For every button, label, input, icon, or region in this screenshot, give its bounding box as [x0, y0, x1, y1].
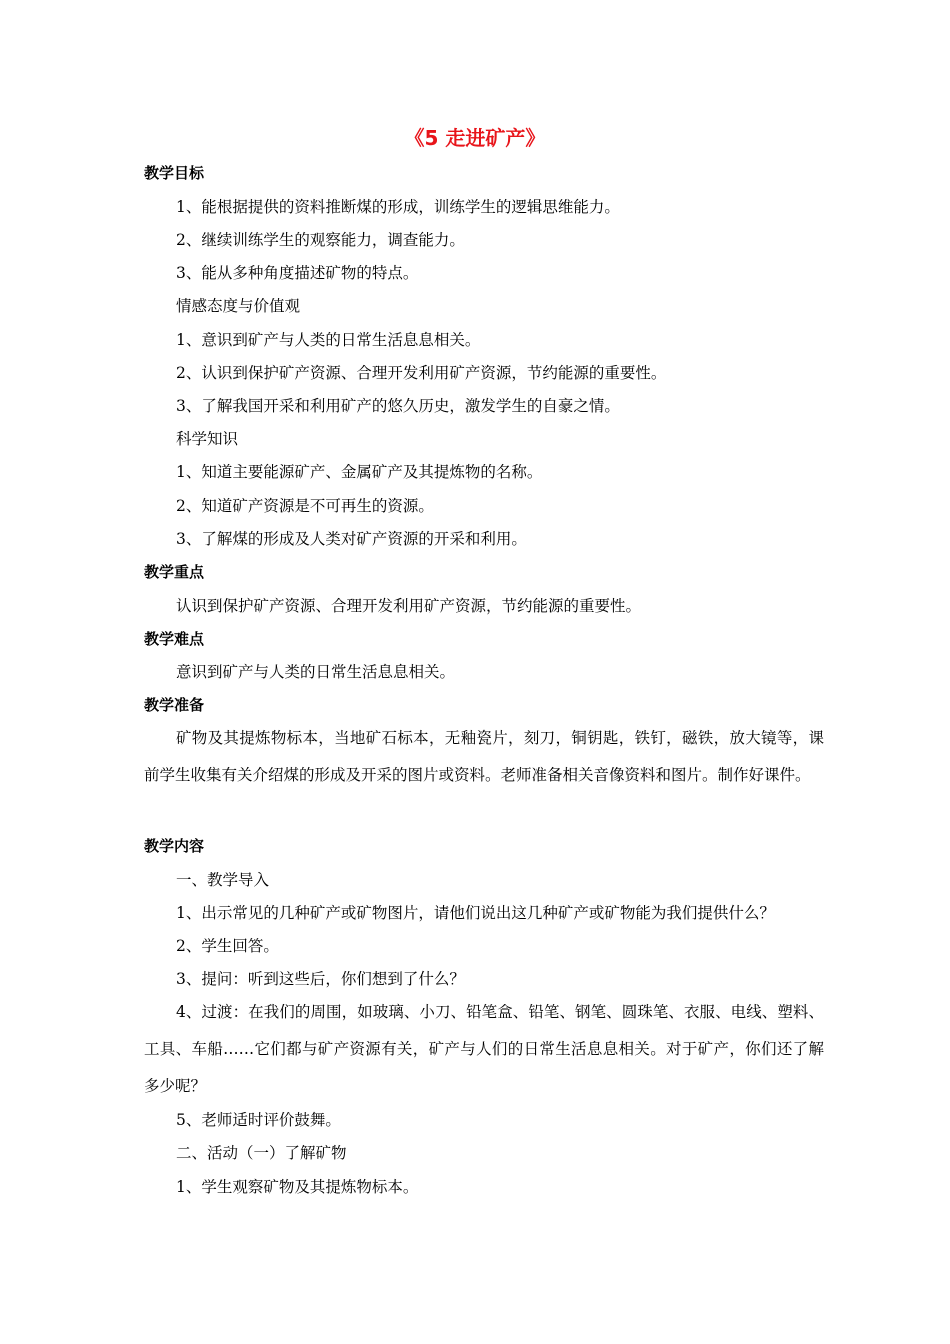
subheading-attitude: 情感态度与价值观: [176, 297, 301, 315]
paragraph: 3、了解我国开采和利用矿产的悠久历史，激发学生的自豪之情。: [176, 397, 620, 415]
paragraph: 1、意识到矿产与人类的日常生活息息相关。: [176, 331, 481, 349]
subheading-intro: 一、教学导入: [176, 871, 270, 889]
paragraph: 2、知道矿产资源是不可再生的资源。: [176, 497, 434, 515]
paragraph: 5、老师适时评价鼓舞。: [176, 1111, 341, 1129]
paragraph: 1、出示常见的几种矿产或矿物图片，请他们说出这几种矿产或矿物能为我们提供什么？: [176, 904, 775, 922]
paragraph: 3、了解煤的形成及人类对矿产资源的开采和利用。: [176, 530, 527, 548]
paragraph: 2、认识到保护矿产资源、合理开发利用矿产资源，节约能源的重要性。: [176, 364, 667, 382]
subheading-knowledge: 科学知识: [176, 430, 239, 448]
paragraph: 1、知道主要能源矿产、金属矿产及其提炼物的名称。: [176, 463, 543, 481]
paragraph-transition: 4、过渡：在我们的周围，如玻璃、小刀、铅笔盒、铅笔、钢笔、圆珠笔、衣服、电线、塑料、工具、车船……它们都与矿产资源有关，矿产与人们的日常生活息息相关。对于矿产，你们还了解多少呢？: [144, 1003, 824, 1095]
paragraph: 3、提问：听到这些后，你们想到了什么？: [176, 970, 465, 988]
subheading-activity-one: 二、活动（一）了解矿物: [176, 1144, 347, 1162]
paragraph: 2、学生回答。: [176, 937, 279, 955]
section-heading-objectives: 教学目标: [144, 164, 205, 182]
paragraph: 2、继续训练学生的观察能力，调查能力。: [176, 231, 465, 249]
section-heading-preparation: 教学准备: [144, 696, 205, 714]
section-heading-content: 教学内容: [144, 837, 205, 855]
paragraph: 意识到矿产与人类的日常生活息息相关。: [176, 663, 456, 681]
section-heading-difficulties: 教学难点: [144, 630, 205, 648]
paragraph: 3、能从多种角度描述矿物的特点。: [176, 264, 419, 282]
section-heading-key-points: 教学重点: [144, 563, 205, 581]
paragraph: 认识到保护矿产资源、合理开发利用矿产资源，节约能源的重要性。: [176, 597, 642, 615]
paragraph: 1、能根据提供的资料推断煤的形成，训练学生的逻辑思维能力。: [176, 198, 620, 216]
paragraph: 1、学生观察矿物及其提炼物标本。: [176, 1178, 419, 1196]
document-title: 《5 走进矿产》: [404, 126, 546, 150]
paragraph-preparation: 矿物及其提炼物标本，当地矿石标本，无釉瓷片，刻刀，铜钥匙，铁钉，磁铁，放大镜等，课前学生收集有关介绍煤的形成及开采的图片或资料。老师准备相关音像资料和图片。制作好课件。: [144, 729, 824, 784]
